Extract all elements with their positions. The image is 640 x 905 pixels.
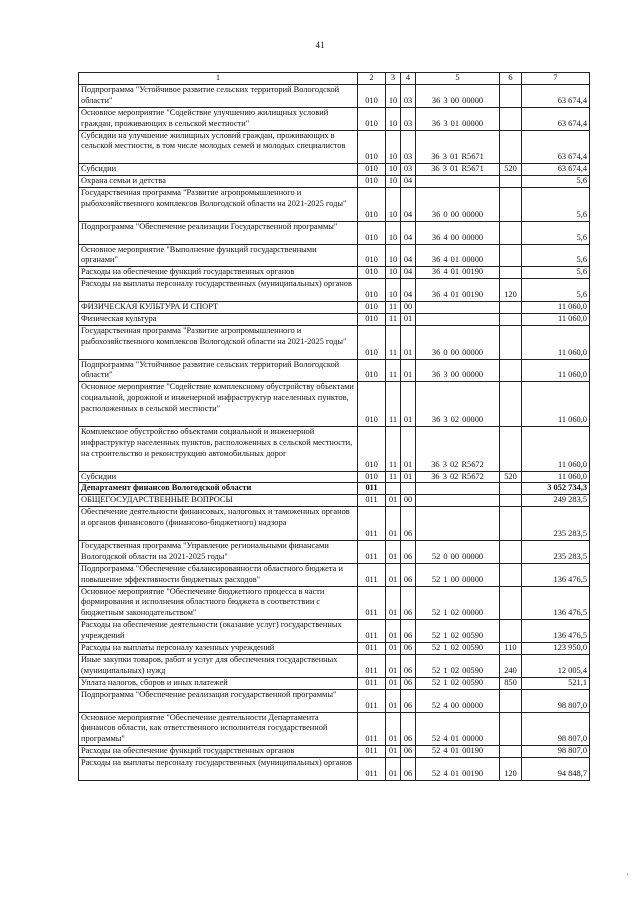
row-amount: 63 674,4: [522, 84, 590, 107]
row-name: Подпрограмма "Обеспечение реализации государственной программы": [79, 689, 358, 712]
row-name: Обеспечение деятельности финансовых, налоговых и таможенных органов и органов финансового (финансово-бюджетного) надзора: [79, 507, 358, 541]
row-target-article: 36 3 02 R5672: [416, 471, 500, 483]
table-row: [79, 244, 590, 267]
row-target-article: 36 0 00 00000: [416, 325, 500, 359]
table-row: [79, 495, 590, 507]
row-razdel: 01: [386, 586, 401, 620]
row-podrazdel: 01: [401, 382, 416, 427]
row-amount: 5,6: [522, 188, 590, 222]
row-target-article: 52 1 02 00590: [416, 620, 500, 643]
row-razdel: 01: [386, 712, 401, 746]
budget-table: [78, 72, 590, 781]
row-razdel: 01: [386, 495, 401, 507]
row-glava: 010: [358, 325, 386, 359]
row-expense-type: [500, 84, 522, 107]
row-razdel: 11: [386, 426, 401, 471]
row-podrazdel: 01: [401, 471, 416, 483]
row-razdel: 01: [386, 620, 401, 643]
row-podrazdel: 01: [401, 325, 416, 359]
row-name: Уплата налогов, сборов и иных платежей: [79, 677, 358, 689]
row-name: Подпрограмма "Устойчивое развитие сельских территорий Вологодской области": [79, 84, 358, 107]
row-razdel: [386, 483, 401, 495]
row-podrazdel: 06: [401, 677, 416, 689]
row-name: Расходы на обеспечение функций государственных органов: [79, 746, 358, 758]
row-razdel: 10: [386, 176, 401, 188]
row-glava: 010: [358, 426, 386, 471]
table-row: [79, 712, 590, 746]
header-col-3: 3: [386, 73, 401, 85]
row-target-article: [416, 507, 500, 541]
table-row: [79, 746, 590, 758]
row-glava: 011: [358, 483, 386, 495]
row-name: Подпрограмма "Устойчивое развитие сельских территорий Вологодской области": [79, 359, 358, 382]
table-row: [79, 655, 590, 678]
row-amount: 11 060,0: [522, 325, 590, 359]
row-razdel: 10: [386, 267, 401, 279]
row-target-article: 36 3 01 R5671: [416, 164, 500, 176]
row-podrazdel: 04: [401, 221, 416, 244]
table-row: [79, 359, 590, 382]
row-expense-type: 520: [500, 471, 522, 483]
row-expense-type: 520: [500, 164, 522, 176]
row-amount: 63 674,4: [522, 130, 590, 164]
row-razdel: 10: [386, 188, 401, 222]
table-row: [79, 471, 590, 483]
row-amount: 63 674,4: [522, 164, 590, 176]
row-podrazdel: 03: [401, 164, 416, 176]
row-glava: 010: [358, 130, 386, 164]
row-glava: 011: [358, 677, 386, 689]
corner-mark: ': [626, 872, 628, 881]
row-glava: 011: [358, 689, 386, 712]
header-col-2: 2: [358, 73, 386, 85]
row-expense-type: [500, 483, 522, 495]
row-expense-type: [500, 359, 522, 382]
row-podrazdel: 06: [401, 507, 416, 541]
table-row: [79, 426, 590, 471]
row-name: Расходы на обеспечение деятельности (оказание услуг) государственных учреждений: [79, 620, 358, 643]
row-razdel: 11: [386, 382, 401, 427]
row-target-article: 36 3 02 R5672: [416, 426, 500, 471]
row-name: Иные закупки товаров, работ и услуг для обеспечения государственных (муниципальных) нужд: [79, 655, 358, 678]
header-col-7: 7: [522, 73, 590, 85]
row-amount: 123 950,0: [522, 643, 590, 655]
row-name: Расходы на выплаты персоналу казенных учреждений: [79, 643, 358, 655]
row-expense-type: [500, 313, 522, 325]
row-razdel: 10: [386, 164, 401, 176]
row-razdel: 11: [386, 359, 401, 382]
row-podrazdel: 04: [401, 188, 416, 222]
row-expense-type: 240: [500, 655, 522, 678]
row-amount: 136 476,5: [522, 586, 590, 620]
row-glava: 010: [358, 302, 386, 314]
row-name: Государственная программа "Развитие агропромышленного и рыбохозяйственного комплексов Вологодской области на 2021-2025 годы": [79, 188, 358, 222]
row-amount: 11 060,0: [522, 302, 590, 314]
page-number: 41: [315, 40, 325, 50]
row-target-article: 52 1 02 00590: [416, 677, 500, 689]
row-razdel: 10: [386, 221, 401, 244]
row-target-article: 36 4 01 00190: [416, 279, 500, 302]
row-razdel: 11: [386, 325, 401, 359]
row-amount: 11 060,0: [522, 471, 590, 483]
row-expense-type: [500, 689, 522, 712]
row-target-article: 52 1 02 00590: [416, 655, 500, 678]
row-target-article: 36 3 01 00000: [416, 107, 500, 130]
row-name: Охрана семьи и детства: [79, 176, 358, 188]
row-podrazdel: 01: [401, 359, 416, 382]
row-razdel: 01: [386, 689, 401, 712]
row-razdel: 01: [386, 540, 401, 563]
row-razdel: 10: [386, 279, 401, 302]
table-row: [79, 325, 590, 359]
row-amount: 5,6: [522, 176, 590, 188]
row-expense-type: 120: [500, 758, 522, 781]
row-glava: 011: [358, 643, 386, 655]
row-razdel: 01: [386, 758, 401, 781]
header-col-5: 5: [416, 73, 500, 85]
row-glava: 010: [358, 313, 386, 325]
row-amount: 12 005,4: [522, 655, 590, 678]
row-podrazdel: 04: [401, 267, 416, 279]
row-podrazdel: 03: [401, 130, 416, 164]
row-amount: 98 807,0: [522, 689, 590, 712]
row-glava: 011: [358, 712, 386, 746]
row-podrazdel: 06: [401, 746, 416, 758]
row-amount: 136 476,5: [522, 620, 590, 643]
row-expense-type: [500, 176, 522, 188]
row-amount: 5,6: [522, 267, 590, 279]
row-podrazdel: 04: [401, 244, 416, 267]
row-amount: 11 060,0: [522, 382, 590, 427]
table-row: [79, 279, 590, 302]
row-glava: 010: [358, 188, 386, 222]
row-name: Департамент финансов Вологодской области: [79, 483, 358, 495]
table-row: [79, 382, 590, 427]
row-glava: 010: [358, 164, 386, 176]
row-podrazdel: 06: [401, 689, 416, 712]
row-target-article: 36 4 01 00190: [416, 267, 500, 279]
row-expense-type: [500, 540, 522, 563]
row-glava: 010: [358, 244, 386, 267]
row-glava: 011: [358, 540, 386, 563]
table-row: [79, 540, 590, 563]
row-glava: 010: [358, 267, 386, 279]
row-razdel: 10: [386, 130, 401, 164]
table-row: [79, 620, 590, 643]
row-target-article: 36 3 01 R5671: [416, 130, 500, 164]
table-row: [79, 563, 590, 586]
row-razdel: 01: [386, 677, 401, 689]
table-row: [79, 643, 590, 655]
row-glava: 011: [358, 563, 386, 586]
row-target-article: 36 3 00 00000: [416, 359, 500, 382]
table-header-row: [79, 73, 590, 85]
row-expense-type: [500, 302, 522, 314]
row-target-article: 52 4 01 00190: [416, 746, 500, 758]
row-podrazdel: 06: [401, 540, 416, 563]
row-name: Подпрограмма "Обеспечение реализации Государственной программы": [79, 221, 358, 244]
row-name: Основное мероприятие "Содействие комплексному обустройству объектами социальной, дорожной и инженерной инфраструктур населенных пунктов, расположенных в сельской местности": [79, 382, 358, 427]
row-amount: 235 283,5: [522, 507, 590, 541]
row-name: ФИЗИЧЕСКАЯ КУЛЬТУРА И СПОРТ: [79, 302, 358, 314]
row-amount: 5,6: [522, 244, 590, 267]
row-razdel: 01: [386, 563, 401, 586]
row-amount: 11 060,0: [522, 426, 590, 471]
row-target-article: [416, 495, 500, 507]
row-glava: 011: [358, 495, 386, 507]
row-expense-type: 850: [500, 677, 522, 689]
row-expense-type: [500, 107, 522, 130]
table-row: [79, 267, 590, 279]
row-expense-type: [500, 426, 522, 471]
row-glava: 010: [358, 176, 386, 188]
table-row: [79, 758, 590, 781]
header-col-6: 6: [500, 73, 522, 85]
row-podrazdel: 04: [401, 176, 416, 188]
row-target-article: [416, 483, 500, 495]
row-target-article: 52 0 00 00000: [416, 540, 500, 563]
row-podrazdel: 04: [401, 279, 416, 302]
row-podrazdel: 06: [401, 643, 416, 655]
row-expense-type: 120: [500, 279, 522, 302]
row-expense-type: [500, 325, 522, 359]
table-row: [79, 84, 590, 107]
row-expense-type: [500, 221, 522, 244]
row-glava: 010: [358, 359, 386, 382]
row-razdel: 01: [386, 643, 401, 655]
row-expense-type: [500, 620, 522, 643]
row-glava: 010: [358, 279, 386, 302]
row-expense-type: [500, 586, 522, 620]
row-amount: 136 476,5: [522, 563, 590, 586]
row-target-article: 36 0 00 00000: [416, 188, 500, 222]
row-expense-type: [500, 267, 522, 279]
row-expense-type: [500, 712, 522, 746]
row-podrazdel: 06: [401, 620, 416, 643]
table-row: [79, 677, 590, 689]
row-glava: 010: [358, 84, 386, 107]
row-amount: 11 060,0: [522, 313, 590, 325]
row-name: Субсидии на улучшение жилищных условий граждан, проживающих в сельской местности, в том числе молодых семей и молодых специалистов: [79, 130, 358, 164]
row-amount: 235 283,5: [522, 540, 590, 563]
row-glava: 011: [358, 655, 386, 678]
row-target-article: 52 4 00 00000: [416, 689, 500, 712]
row-name: Субсидии: [79, 164, 358, 176]
row-target-article: 52 1 00 00000: [416, 563, 500, 586]
row-razdel: 10: [386, 84, 401, 107]
row-razdel: 11: [386, 313, 401, 325]
row-glava: 010: [358, 382, 386, 427]
row-target-article: [416, 176, 500, 188]
row-podrazdel: 06: [401, 758, 416, 781]
row-target-article: 52 1 02 00590: [416, 643, 500, 655]
row-amount: 63 674,4: [522, 107, 590, 130]
row-glava: 011: [358, 758, 386, 781]
header-col-4: 4: [401, 73, 416, 85]
row-amount: 521,1: [522, 677, 590, 689]
table-row: [79, 221, 590, 244]
row-expense-type: 110: [500, 643, 522, 655]
row-podrazdel: 03: [401, 107, 416, 130]
row-glava: 010: [358, 107, 386, 130]
row-glava: 011: [358, 586, 386, 620]
row-name: Государственная программа "Управление региональными финансами Вологодской области на 2021-2025 годы": [79, 540, 358, 563]
header-col-1: 1: [79, 73, 358, 85]
table-row: [79, 130, 590, 164]
row-name: Государственная программа "Развитие агропромышленного и рыбохозяйственного комплексов Вологодской области на 2021-2025 годы": [79, 325, 358, 359]
row-amount: 5,6: [522, 221, 590, 244]
table-row: [79, 107, 590, 130]
row-podrazdel: 06: [401, 586, 416, 620]
row-podrazdel: 00: [401, 495, 416, 507]
row-target-article: 36 3 00 00000: [416, 84, 500, 107]
row-amount: 11 060,0: [522, 359, 590, 382]
row-name: Расходы на выплаты персоналу государственных (муниципальных) органов: [79, 279, 358, 302]
row-razdel: 10: [386, 244, 401, 267]
row-name: Основное мероприятие "Обеспечение бюджетного процесса в части формирования и исполнения областного бюджета в соответствии с бюджетным законодательством": [79, 586, 358, 620]
table-row: [79, 302, 590, 314]
row-podrazdel: [401, 483, 416, 495]
row-expense-type: [500, 382, 522, 427]
row-glava: 010: [358, 221, 386, 244]
row-name: ОБЩЕГОСУДАРСТВЕННЫЕ ВОПРОСЫ: [79, 495, 358, 507]
row-amount: 98 807,0: [522, 746, 590, 758]
row-expense-type: [500, 495, 522, 507]
row-amount: 98 807,0: [522, 712, 590, 746]
table-row: [79, 507, 590, 541]
row-expense-type: [500, 746, 522, 758]
row-glava: 010: [358, 471, 386, 483]
row-expense-type: [500, 130, 522, 164]
row-glava: 011: [358, 746, 386, 758]
row-name: Физическая культура: [79, 313, 358, 325]
row-razdel: 10: [386, 107, 401, 130]
row-target-article: 36 4 01 00000: [416, 244, 500, 267]
row-podrazdel: 06: [401, 712, 416, 746]
row-podrazdel: 03: [401, 84, 416, 107]
row-amount: 3 052 734,3: [522, 483, 590, 495]
row-glava: 011: [358, 620, 386, 643]
row-amount: 5,6: [522, 279, 590, 302]
row-target-article: 36 4 00 00000: [416, 221, 500, 244]
row-name: Основное мероприятие "Содействие улучшению жилищных условий граждан, проживающих в сельской местности": [79, 107, 358, 130]
table-row: [79, 483, 590, 495]
row-podrazdel: 01: [401, 426, 416, 471]
row-target-article: 36 3 02 00000: [416, 382, 500, 427]
row-target-article: [416, 313, 500, 325]
row-name: Основное мероприятие "Обеспечение деятельности Департамента финансов области, как ответственного исполнителя государственной программы": [79, 712, 358, 746]
row-podrazdel: 06: [401, 563, 416, 586]
row-amount: 94 848,7: [522, 758, 590, 781]
row-podrazdel: 06: [401, 655, 416, 678]
row-razdel: 01: [386, 507, 401, 541]
table-row: [79, 586, 590, 620]
row-glava: 011: [358, 507, 386, 541]
row-name: Субсидии: [79, 471, 358, 483]
table-row: [79, 313, 590, 325]
row-razdel: 11: [386, 471, 401, 483]
row-name: Расходы на обеспечение функций государственных органов: [79, 267, 358, 279]
row-name: Комплексное обустройство объектами социальной и инженерной инфраструктур населенных пунктов, расположенных в сельской местности, на строительство и реконструкцию автомобильных дорог: [79, 426, 358, 471]
row-target-article: 52 4 01 00000: [416, 712, 500, 746]
row-expense-type: [500, 188, 522, 222]
row-razdel: 01: [386, 655, 401, 678]
row-target-article: 52 1 02 00000: [416, 586, 500, 620]
row-expense-type: [500, 563, 522, 586]
row-razdel: 01: [386, 746, 401, 758]
row-target-article: [416, 302, 500, 314]
row-target-article: 52 4 01 00190: [416, 758, 500, 781]
row-name: Подпрограмма "Обеспечение сбалансированности областного бюджета и повышение эффективности бюджетных расходов": [79, 563, 358, 586]
row-expense-type: [500, 507, 522, 541]
table-row: [79, 164, 590, 176]
row-podrazdel: 00: [401, 302, 416, 314]
row-amount: 249 283,5: [522, 495, 590, 507]
row-name: Основное мероприятие "Выполнение функций государственными органами": [79, 244, 358, 267]
row-podrazdel: 01: [401, 313, 416, 325]
table-row: [79, 188, 590, 222]
row-razdel: 11: [386, 302, 401, 314]
table-row: [79, 176, 590, 188]
table-row: [79, 689, 590, 712]
row-expense-type: [500, 244, 522, 267]
row-name: Расходы на выплаты персоналу государственных (муниципальных) органов: [79, 758, 358, 781]
